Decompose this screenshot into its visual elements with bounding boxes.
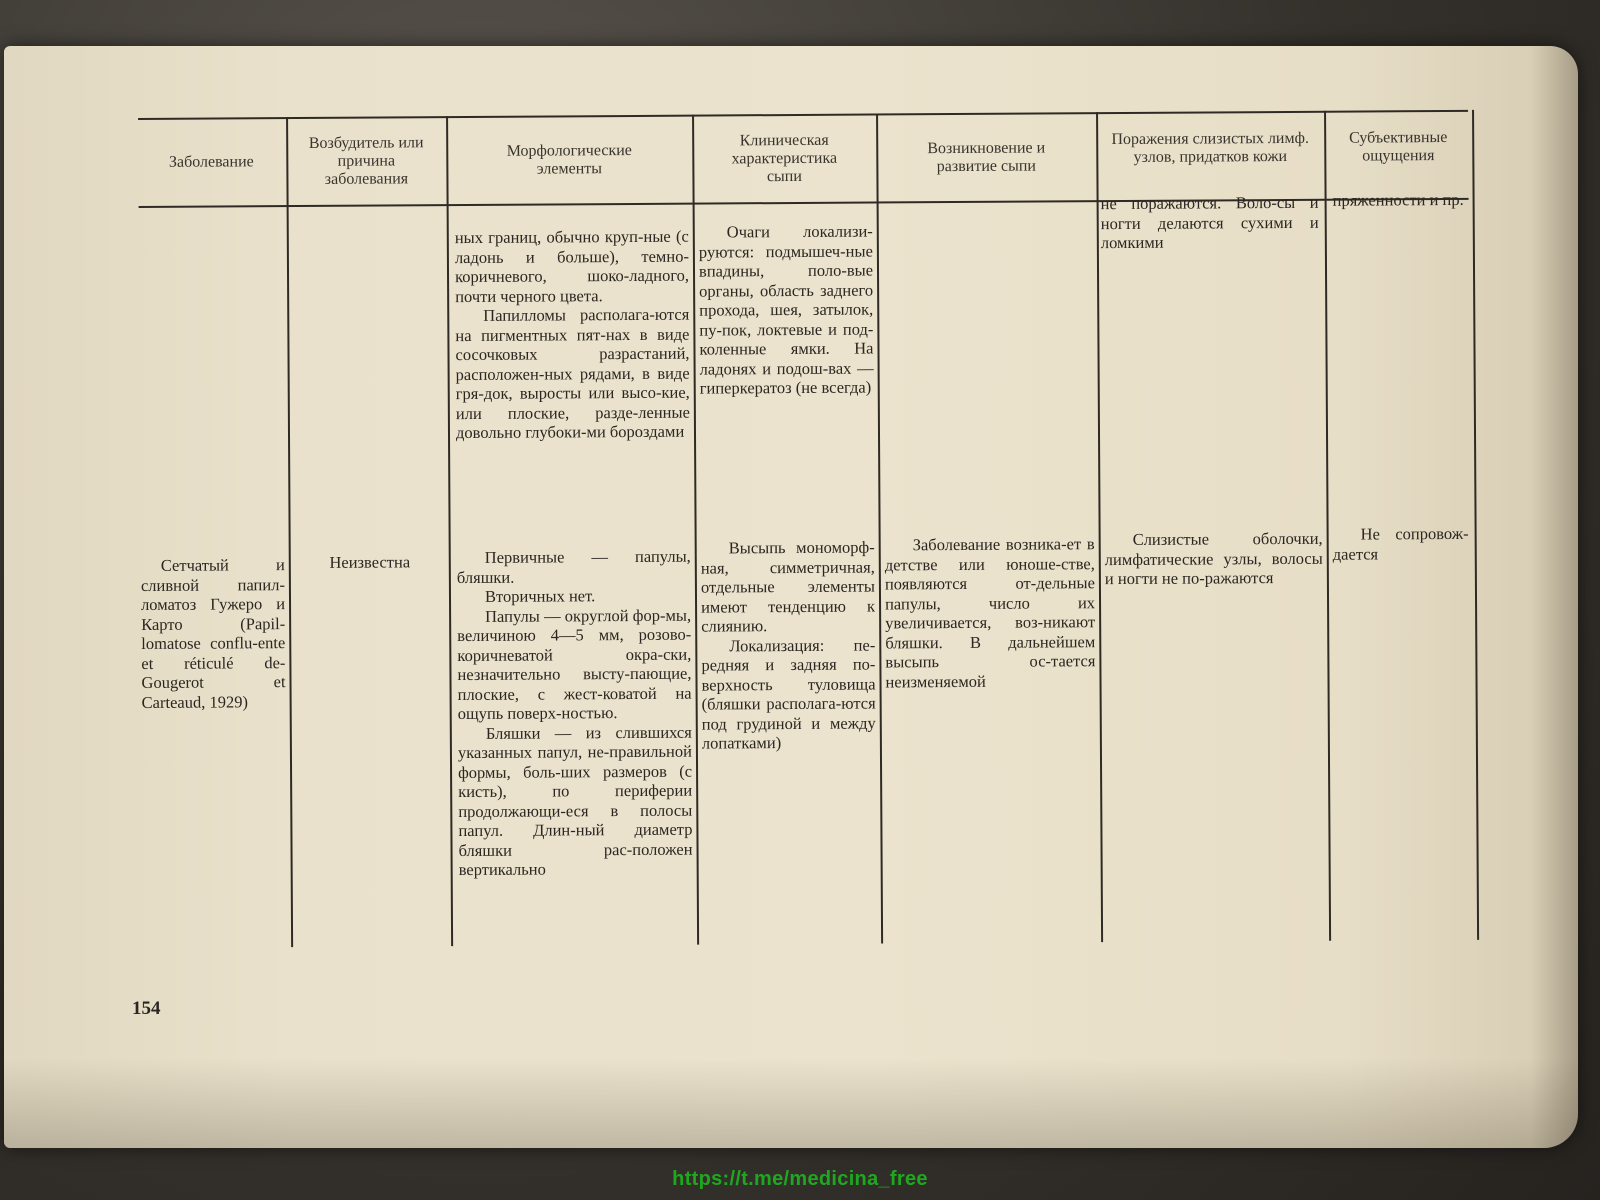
header-subjective: Субъективные ощущения <box>1349 129 1448 165</box>
page-number: 154 <box>132 998 161 1019</box>
morphology-paragraph: ных границ, обычно круп-ные (с ладонь и больше), темно-коричневого, шоко-ладного, почти черного цвета. <box>454 226 690 306</box>
subjective-paragraph: Не сопровож-дается <box>1332 523 1469 564</box>
header-onset: Возникновение и развитие сыпи <box>927 139 1046 176</box>
clinical-paragraph: Очаги локализи-руются: подмышеч-ные впадины, поло-вые органы, область заднего прохода, шея, затылок, пу-пок, локтевые и под-коленные ямки. На ладонях и подош-вах — гиперкератоз (не всегда) <box>698 221 874 398</box>
mucosa-paragraph: Слизистые оболочки, лимфатические узлы, волосы и ногти не по-ражаются <box>1104 528 1323 589</box>
morphology-paragraph: Бляшки — из слившихся указанных папул, не-правильной формы, боль-ших размеров (с кисть), по периферии продолжающи-еся в полосы папул. Длин-ный диаметр бляшки рас-положен вертикально <box>457 722 693 880</box>
continuation-mucosa <box>1101 193 1319 253</box>
clinical-cell <box>701 538 876 754</box>
watermark-link[interactable]: https://t.me/medicina_free <box>672 1168 928 1190</box>
subjective-cell <box>1333 524 1469 564</box>
subjective-paragraph: пряженности и пр. <box>1332 189 1464 210</box>
disease-name <box>141 555 286 712</box>
continuation-clinical <box>699 222 874 399</box>
morphology-cell <box>457 547 693 880</box>
column-divider <box>286 117 293 947</box>
morphology-paragraph: Первичные — папулы, бляшки. <box>456 546 691 587</box>
onset-cell <box>885 534 1096 691</box>
mucosa-paragraph: не поражаются. Воло-сы и ногти делаются сухими и ломкими <box>1100 192 1319 253</box>
column-divider <box>1324 111 1331 941</box>
column-divider <box>692 115 699 945</box>
header-clinical: Клиническая характеристика сыпи <box>731 131 838 186</box>
clinical-paragraph: Локализация: пе-редняя и задняя по-верхность туловища (бляшки располага-ются под грудиной и между лопатками) <box>701 635 876 753</box>
morphology-paragraph: Папулы — округлой фор-мы, величиною 4—5 мм, розово-коричневатой окра-ски, незначительно высту-пающие, плоские, с жест-коватой на ощупь поверх-ностью. <box>457 605 692 724</box>
mucosa-cell <box>1105 529 1323 589</box>
disease-paragraph: Сетчатый и сливной папил-ломатоз Гужеро и Карто (Papil-lomatose conflu-ente et réticulé de-Gougerot et Carteaud, 1929) <box>140 555 286 712</box>
column-divider <box>876 113 883 943</box>
morphology-paragraph: Папилломы располага-ются на пигментных пят-нах в виде сосочковых разрастаний, расположен-ных рядами, в виде гря-док, выросты или высо-кие, или плоские, разде-ленные довольно глубоки-ми бороздами <box>455 304 690 443</box>
morphology-paragraph: Вторичных нет. <box>484 586 596 606</box>
column-divider <box>446 116 453 946</box>
header-morphology: Морфологические элементы <box>506 141 632 178</box>
header-disease: Заболевание <box>168 153 254 171</box>
cause-text: Неизвестна <box>329 552 411 572</box>
continuation-morphology <box>455 227 690 443</box>
continuation-subjective <box>1333 190 1467 210</box>
page-shadow <box>4 1058 1578 1148</box>
column-divider <box>1472 110 1479 940</box>
clinical-paragraph: Высыпь мономорф-ная, симметричная, отдельные элементы имеют тенденцию к слиянию. <box>700 537 876 636</box>
onset-paragraph: Заболевание возника-ет в детстве или юноше-стве, появляются от-дельные папулы, число их увеличивается, воз-никают бляшки. В дальнейшем высыпь ос-тается неизменяемой <box>884 534 1096 691</box>
disease-table <box>138 100 1513 980</box>
header-mucosa: Поражения слизистых лимф. узлов, придатков кожи <box>1111 129 1310 166</box>
cause-cell <box>293 552 447 572</box>
header-cause: Возбудитель или причина заболевания <box>308 134 424 188</box>
